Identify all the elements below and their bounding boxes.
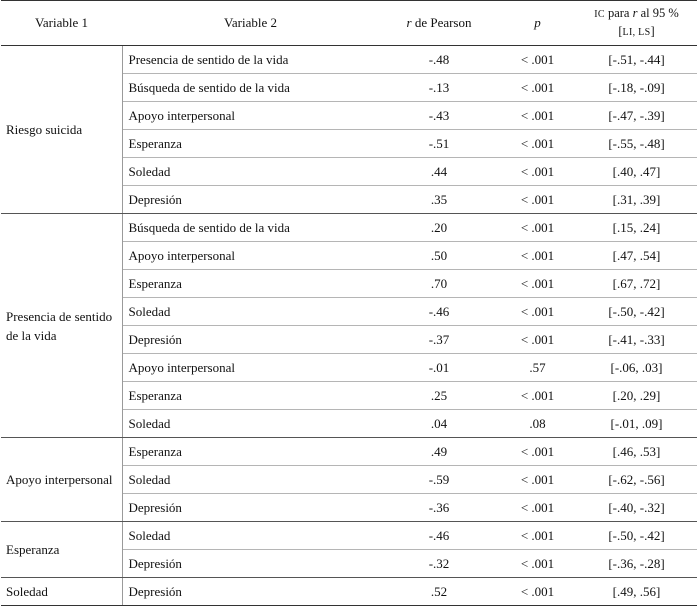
- header-ci: IC para r al 95 % [LI, LS]: [576, 1, 697, 46]
- cell-r-value: -.13: [379, 74, 499, 102]
- cell-r-value: -.36: [379, 494, 499, 522]
- cell-p-value: < .001: [499, 326, 576, 354]
- cell-r-value: .25: [379, 382, 499, 410]
- cell-variable-2: Presencia de sentido de la vida: [122, 46, 379, 74]
- cell-ci: [-.50, -.42]: [576, 522, 697, 550]
- cell-p-value: .57: [499, 354, 576, 382]
- cell-variable-2: Soledad: [122, 466, 379, 494]
- cell-p-value: < .001: [499, 494, 576, 522]
- cell-r-value: .49: [379, 438, 499, 466]
- cell-p-value: < .001: [499, 186, 576, 214]
- cell-variable-2: Búsqueda de sentido de la vida: [122, 214, 379, 242]
- cell-p-value: < .001: [499, 466, 576, 494]
- cell-variable-2: Soledad: [122, 158, 379, 186]
- cell-r-value: -.43: [379, 102, 499, 130]
- header-r-pearson: r de Pearson: [379, 1, 499, 46]
- table-body: [1, 46, 697, 606]
- cell-r-value: .70: [379, 270, 499, 298]
- group-variable-1: Riesgo suicida: [1, 46, 122, 214]
- cell-ci: [-.62, -.56]: [576, 466, 697, 494]
- header-p: p: [499, 1, 576, 46]
- cell-variable-2: Esperanza: [122, 438, 379, 466]
- group-variable-1: Apoyo interpersonal: [1, 438, 122, 522]
- cell-p-value: < .001: [499, 214, 576, 242]
- cell-variable-2: Depresión: [122, 578, 379, 606]
- cell-variable-2: Apoyo interpersonal: [122, 102, 379, 130]
- cell-variable-2: Soledad: [122, 410, 379, 438]
- group-variable-1: Esperanza: [1, 522, 122, 578]
- cell-p-value: < .001: [499, 522, 576, 550]
- cell-variable-2: Soledad: [122, 522, 379, 550]
- cell-r-value: -.37: [379, 326, 499, 354]
- table-row: [1, 46, 697, 74]
- group-variable-1: Soledad: [1, 578, 122, 606]
- cell-r-value: .20: [379, 214, 499, 242]
- cell-ci: [-.55, -.48]: [576, 130, 697, 158]
- cell-r-value: -.46: [379, 522, 499, 550]
- cell-p-value: .08: [499, 410, 576, 438]
- cell-p-value: < .001: [499, 382, 576, 410]
- cell-p-value: < .001: [499, 74, 576, 102]
- cell-variable-2: Esperanza: [122, 270, 379, 298]
- cell-variable-2: Depresión: [122, 494, 379, 522]
- cell-r-value: .35: [379, 186, 499, 214]
- cell-ci: [-.47, -.39]: [576, 102, 697, 130]
- group-variable-1: Presencia de sentido de la vida: [1, 214, 122, 438]
- table-row: [1, 578, 697, 606]
- cell-ci: [.15, .24]: [576, 214, 697, 242]
- cell-p-value: < .001: [499, 130, 576, 158]
- cell-variable-2: Depresión: [122, 186, 379, 214]
- cell-ci: [-.51, -.44]: [576, 46, 697, 74]
- table-row: [1, 522, 697, 550]
- cell-ci: [-.36, -.28]: [576, 550, 697, 578]
- cell-ci: [.47, .54]: [576, 242, 697, 270]
- cell-variable-2: Esperanza: [122, 382, 379, 410]
- cell-r-value: -.51: [379, 130, 499, 158]
- cell-ci: [.20, .29]: [576, 382, 697, 410]
- cell-variable-2: Depresión: [122, 550, 379, 578]
- cell-ci: [-.18, -.09]: [576, 74, 697, 102]
- cell-p-value: < .001: [499, 438, 576, 466]
- header-variable-1: Variable 1: [1, 1, 122, 46]
- cell-ci: [-.41, -.33]: [576, 326, 697, 354]
- cell-p-value: < .001: [499, 270, 576, 298]
- cell-ci: [.40, .47]: [576, 158, 697, 186]
- correlation-table: [1, 0, 697, 606]
- table-row: [1, 214, 697, 242]
- table-header: [1, 1, 697, 46]
- cell-ci: [-.06, .03]: [576, 354, 697, 382]
- cell-ci: [-.50, -.42]: [576, 298, 697, 326]
- cell-r-value: .04: [379, 410, 499, 438]
- cell-ci: [.31, .39]: [576, 186, 697, 214]
- cell-r-value: -.32: [379, 550, 499, 578]
- cell-ci: [.46, .53]: [576, 438, 697, 466]
- cell-variable-2: Soledad: [122, 298, 379, 326]
- cell-r-value: .52: [379, 578, 499, 606]
- cell-variable-2: Depresión: [122, 326, 379, 354]
- cell-r-value: -.48: [379, 46, 499, 74]
- cell-p-value: < .001: [499, 46, 576, 74]
- cell-ci: [-.01, .09]: [576, 410, 697, 438]
- header-variable-2: Variable 2: [122, 1, 379, 46]
- table-row: [1, 438, 697, 466]
- cell-r-value: .44: [379, 158, 499, 186]
- cell-r-value: -.01: [379, 354, 499, 382]
- cell-ci: [-.40, -.32]: [576, 494, 697, 522]
- cell-variable-2: Búsqueda de sentido de la vida: [122, 74, 379, 102]
- cell-p-value: < .001: [499, 242, 576, 270]
- cell-variable-2: Esperanza: [122, 130, 379, 158]
- cell-variable-2: Apoyo interpersonal: [122, 354, 379, 382]
- cell-p-value: < .001: [499, 550, 576, 578]
- cell-p-value: < .001: [499, 578, 576, 606]
- cell-ci: [.67, .72]: [576, 270, 697, 298]
- cell-variable-2: Apoyo interpersonal: [122, 242, 379, 270]
- cell-r-value: .50: [379, 242, 499, 270]
- cell-ci: [.49, .56]: [576, 578, 697, 606]
- cell-p-value: < .001: [499, 158, 576, 186]
- cell-p-value: < .001: [499, 298, 576, 326]
- cell-r-value: -.46: [379, 298, 499, 326]
- cell-p-value: < .001: [499, 102, 576, 130]
- cell-r-value: -.59: [379, 466, 499, 494]
